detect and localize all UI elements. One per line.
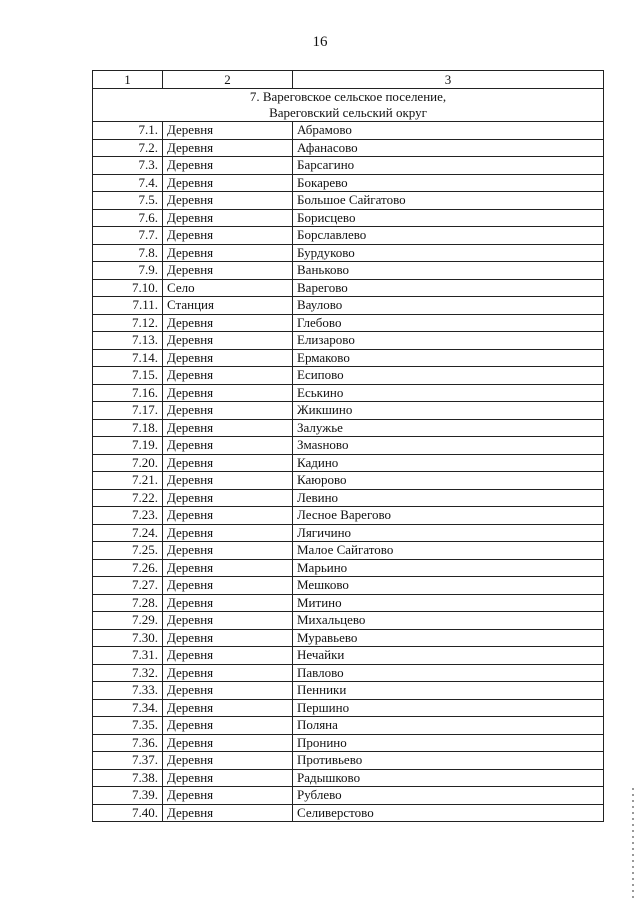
settlement-type-cell: Деревня [163,227,293,245]
row-number-cell: 7.12. [93,314,163,332]
settlement-type-cell: Деревня [163,752,293,770]
table-row [93,734,604,752]
settlement-type-cell: Деревня [163,437,293,455]
settlement-type-cell: Деревня [163,594,293,612]
settlement-type-cell: Деревня [163,524,293,542]
settlement-name-cell: Лягичино [293,524,604,542]
row-number-cell: 7.36. [93,734,163,752]
table-row [93,647,604,665]
table-row [93,577,604,595]
settlement-name-cell: Еськино [293,384,604,402]
settlement-name-cell: Михальцево [293,612,604,630]
table-row [93,664,604,682]
settlement-type-cell: Деревня [163,419,293,437]
table-row [93,314,604,332]
row-number-cell: 7.19. [93,437,163,455]
table-row [93,349,604,367]
row-number-cell: 7.13. [93,332,163,350]
table-row [93,594,604,612]
row-number-cell: 7.22. [93,489,163,507]
row-number-cell: 7.25. [93,542,163,560]
settlement-name-cell: Поляна [293,717,604,735]
row-number-cell: 7.31. [93,647,163,665]
row-number-cell: 7.39. [93,787,163,805]
settlement-type-cell: Деревня [163,367,293,385]
column-header-1: 1 [93,71,163,89]
settlement-type-cell: Деревня [163,174,293,192]
page-number: 16 [312,34,328,50]
settlement-type-cell: Деревня [163,454,293,472]
section-title [93,89,604,122]
table-row [93,682,604,700]
settlement-type-cell: Деревня [163,122,293,140]
settlement-name-cell: Ермаково [293,349,604,367]
settlement-name-cell: Бокарево [293,174,604,192]
table-row [93,769,604,787]
table-row [93,787,604,805]
table-row [93,472,604,490]
settlement-type-cell: Деревня [163,472,293,490]
settlement-name-cell: Варегово [293,279,604,297]
header-row [93,71,604,89]
row-number-cell: 7.7. [93,227,163,245]
settlement-type-cell: Деревня [163,577,293,595]
row-number-cell: 7.24. [93,524,163,542]
settlement-type-cell: Деревня [163,262,293,280]
settlement-type-cell: Деревня [163,139,293,157]
table-row [93,629,604,647]
settlement-type-cell: Станция [163,297,293,315]
settlement-name-cell: Каюрово [293,472,604,490]
scan-margin-marks [632,788,634,898]
table-row [93,542,604,560]
row-number-cell: 7.29. [93,612,163,630]
row-number-cell: 7.2. [93,139,163,157]
table-row [93,612,604,630]
settlement-name-cell: Лесное Варегово [293,507,604,525]
settlement-type-cell: Деревня [163,332,293,350]
section-title-row [93,89,604,122]
row-number-cell: 7.11. [93,297,163,315]
settlement-type-cell: Деревня [163,559,293,577]
row-number-cell: 7.34. [93,699,163,717]
settlement-name-cell: Пронино [293,734,604,752]
row-number-cell: 7.33. [93,682,163,700]
settlement-type-cell: Деревня [163,349,293,367]
settlement-name-cell: Кадино [293,454,604,472]
table-row [93,419,604,437]
table-row [93,717,604,735]
settlement-name-cell: Ваулово [293,297,604,315]
table-row [93,454,604,472]
row-number-cell: 7.18. [93,419,163,437]
settlement-name-cell: Левино [293,489,604,507]
settlement-name-cell: Селиверстово [293,804,604,822]
table-row [93,174,604,192]
row-number-cell: 7.32. [93,664,163,682]
table-row [93,244,604,262]
table-row [93,279,604,297]
table-row [93,332,604,350]
row-number-cell: 7.40. [93,804,163,822]
table-row [93,402,604,420]
row-number-cell: 7.21. [93,472,163,490]
row-number-cell: 7.35. [93,717,163,735]
settlement-name-cell: Мешково [293,577,604,595]
settlement-name-cell: Барсагино [293,157,604,175]
settlement-name-cell: Ваньково [293,262,604,280]
settlement-name-cell: Рублево [293,787,604,805]
table-row [93,192,604,210]
row-number-cell: 7.6. [93,209,163,227]
column-header-2: 2 [163,71,293,89]
settlement-type-cell: Деревня [163,209,293,227]
settlement-type-cell: Деревня [163,699,293,717]
settlement-name-cell: Муравьево [293,629,604,647]
row-number-cell: 7.15. [93,367,163,385]
settlement-type-cell: Деревня [163,734,293,752]
settlement-name-cell: Малое Сайгатово [293,542,604,560]
settlement-name-cell: Залужье [293,419,604,437]
settlement-type-cell: Село [163,279,293,297]
row-number-cell: 7.8. [93,244,163,262]
row-number-cell: 7.4. [93,174,163,192]
settlement-type-cell: Деревня [163,769,293,787]
settlement-name-cell: Елизарово [293,332,604,350]
settlement-type-cell: Деревня [163,542,293,560]
row-number-cell: 7.1. [93,122,163,140]
settlement-type-cell: Деревня [163,647,293,665]
settlement-type-cell: Деревня [163,629,293,647]
row-number-cell: 7.27. [93,577,163,595]
table-row [93,209,604,227]
row-number-cell: 7.5. [93,192,163,210]
row-number-cell: 7.14. [93,349,163,367]
table-row [93,489,604,507]
settlement-type-cell: Деревня [163,402,293,420]
settlement-type-cell: Деревня [163,507,293,525]
settlement-name-cell: Большое Сайгатово [293,192,604,210]
settlement-name-cell: Першино [293,699,604,717]
table-row [93,804,604,822]
settlement-name-cell: Бурдуково [293,244,604,262]
settlement-name-cell: Нечайки [293,647,604,665]
settlement-type-cell: Деревня [163,314,293,332]
row-number-cell: 7.28. [93,594,163,612]
settlement-name-cell: Борславлево [293,227,604,245]
settlement-name-cell: Жикшино [293,402,604,420]
settlement-type-cell: Деревня [163,682,293,700]
settlement-type-cell: Деревня [163,787,293,805]
table-row [93,367,604,385]
settlement-name-cell: Марьино [293,559,604,577]
row-number-cell: 7.38. [93,769,163,787]
table-row [93,559,604,577]
settlement-name-cell: Радышково [293,769,604,787]
table-row [93,699,604,717]
section-title-line-1: 7. Вареговское сельское поселение, [249,89,447,104]
column-header-3: 3 [293,71,604,89]
settlement-name-cell: Змаsново [293,437,604,455]
settlement-type-cell: Деревня [163,192,293,210]
settlement-name-cell: Борисцево [293,209,604,227]
section-title-line-2: Вареговский сельский округ [269,105,427,120]
settlement-name-cell: Афанасово [293,139,604,157]
table-row [93,122,604,140]
table-row [93,437,604,455]
settlement-type-cell: Деревня [163,489,293,507]
row-number-cell: 7.10. [93,279,163,297]
settlement-type-cell: Деревня [163,804,293,822]
table-row [93,297,604,315]
settlement-name-cell: Пенники [293,682,604,700]
settlement-name-cell: Павлово [293,664,604,682]
row-number-cell: 7.16. [93,384,163,402]
row-number-cell: 7.17. [93,402,163,420]
settlement-name-cell: Глебово [293,314,604,332]
settlement-name-cell: Митино [293,594,604,612]
settlement-type-cell: Деревня [163,612,293,630]
settlement-type-cell: Деревня [163,244,293,262]
row-number-cell: 7.37. [93,752,163,770]
row-number-cell: 7.26. [93,559,163,577]
row-number-cell: 7.3. [93,157,163,175]
table-row [93,752,604,770]
settlement-type-cell: Деревня [163,157,293,175]
row-number-cell: 7.30. [93,629,163,647]
settlement-name-cell: Противьево [293,752,604,770]
settlement-type-cell: Деревня [163,717,293,735]
table-row [93,227,604,245]
row-number-cell: 7.9. [93,262,163,280]
settlement-name-cell: Есипово [293,367,604,385]
row-number-cell: 7.23. [93,507,163,525]
table-row [93,157,604,175]
table-row [93,139,604,157]
table-row [93,524,604,542]
table-row [93,507,604,525]
settlement-type-cell: Деревня [163,664,293,682]
settlement-type-cell: Деревня [163,384,293,402]
settlement-name-cell: Абрамово [293,122,604,140]
table-row [93,384,604,402]
settlements-table [92,70,604,822]
table-row [93,262,604,280]
row-number-cell: 7.20. [93,454,163,472]
